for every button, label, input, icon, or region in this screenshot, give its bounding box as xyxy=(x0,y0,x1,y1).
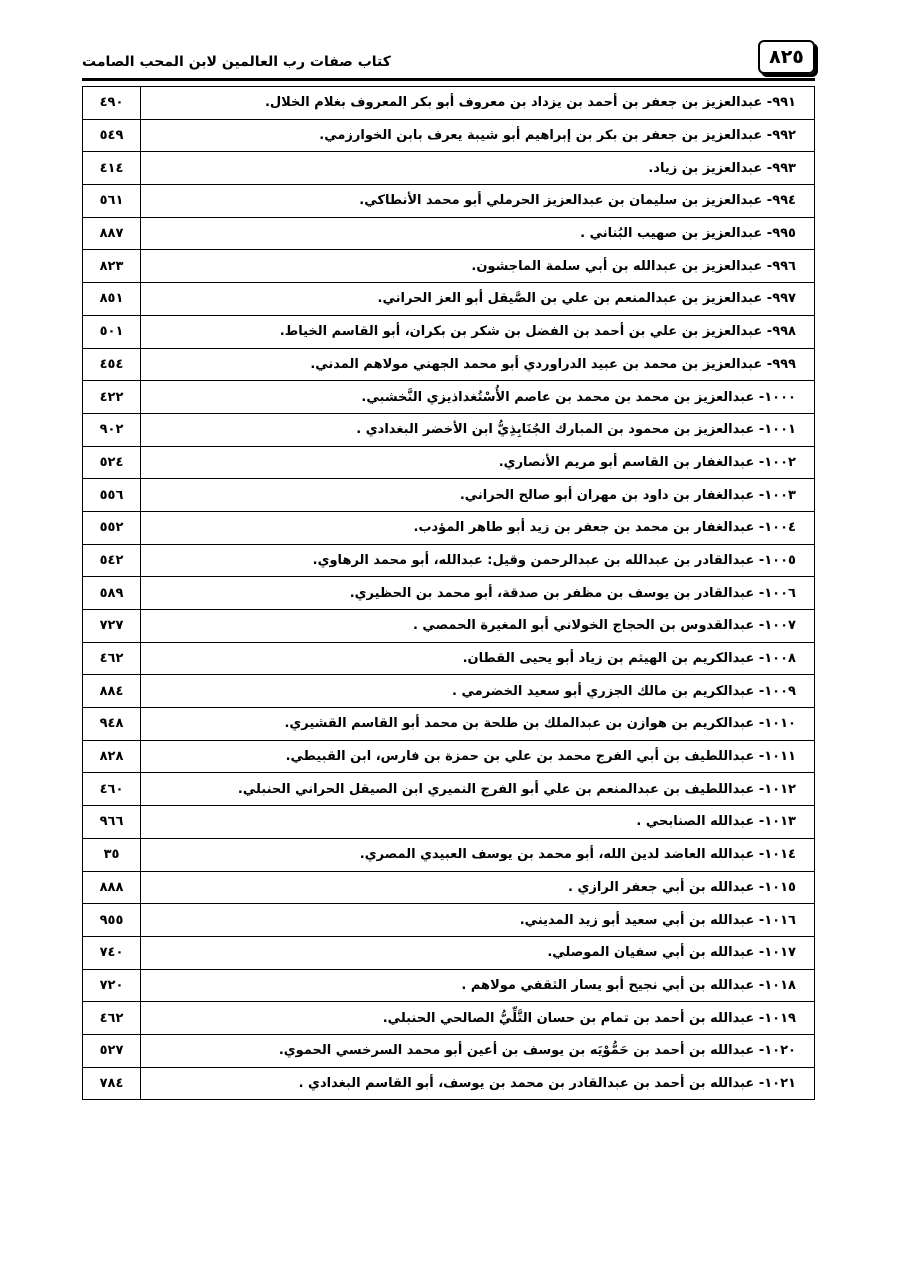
index-entry: ٩٩٣- عبدالعزيز بن زياد. xyxy=(141,152,815,185)
index-entry: ١٠٠١- عبدالعزيز بن محمود بن المبارك الجُنَابِذِيُّ ابن الأخضر البغدادي . xyxy=(141,413,815,446)
index-entry: ١٠١٤- عبدالله العاضد لدين الله، أبو محمد بن يوسف العبيدي المصري. xyxy=(141,838,815,871)
index-entry: ١٠٠٢- عبدالغفار بن القاسم أبو مريم الأنصاري. xyxy=(141,446,815,479)
table-row xyxy=(83,348,815,381)
index-entry: ١٠١٩- عبدالله بن أحمد بن تمام بن حسان التَّلِّيُّ الصالحي الحنبلي. xyxy=(141,1002,815,1035)
table-row xyxy=(83,904,815,937)
table-row xyxy=(83,577,815,610)
index-entry: ١٠١٣- عبدالله الصنابحي . xyxy=(141,806,815,839)
index-table xyxy=(82,86,815,1100)
index-entry: ٩٩١- عبدالعزيز بن جعفر بن أحمد بن يزداد بن معروف أبو بكر المعروف بغلام الخلال. xyxy=(141,87,815,120)
table-row xyxy=(83,773,815,806)
page-reference: ٤٥٤ xyxy=(83,348,141,381)
page-reference: ٧٨٤ xyxy=(83,1067,141,1100)
table-row xyxy=(83,871,815,904)
index-entry: ١٠١١- عبداللطيف بن أبي الفرج محمد بن علي بن حمزة بن فارس، ابن القبيطي. xyxy=(141,740,815,773)
table-row xyxy=(83,446,815,479)
page-reference: ٩٠٢ xyxy=(83,413,141,446)
index-entry: ٩٩٦- عبدالعزيز بن عبدالله بن أبي سلمة الماجشون. xyxy=(141,250,815,283)
index-entry: ١٠١٢- عبداللطيف بن عبدالمنعم بن علي أبو الفرج النميري ابن الصيقل الحراني الحنبلي. xyxy=(141,773,815,806)
table-row xyxy=(83,250,815,283)
index-entry: ١٠١٧- عبدالله بن أبي سفيان الموصلي. xyxy=(141,936,815,969)
index-entry: ١٠١٦- عبدالله بن أبي سعيد أبو زيد المديني. xyxy=(141,904,815,937)
table-row xyxy=(83,544,815,577)
page-reference: ٤٩٠ xyxy=(83,87,141,120)
index-entry: ١٠١٥- عبدالله بن أبي جعفر الرازي . xyxy=(141,871,815,904)
page-header xyxy=(82,40,815,80)
page-reference: ٧٤٠ xyxy=(83,936,141,969)
page-reference: ٤١٤ xyxy=(83,152,141,185)
index-entry: ١٠٠٣- عبدالغفار بن داود بن مهران أبو صالح الحراني. xyxy=(141,479,815,512)
index-entry: ٩٩٢- عبدالعزيز بن جعفر بن بكر بن إبراهيم أبو شيبة يعرف بابن الخوارزمي. xyxy=(141,119,815,152)
page-reference: ٥٤٩ xyxy=(83,119,141,152)
table-row xyxy=(83,381,815,414)
page-reference: ٤٦٠ xyxy=(83,773,141,806)
index-entry: ١٠٠٠- عبدالعزيز بن محمد بن محمد بن عاصم الأُسْتُغداذيزي النَّخشبي. xyxy=(141,381,815,414)
index-entry: ٩٩٧- عبدالعزيز بن عبدالمنعم بن علي بن الصَّيقل أبو العز الحراني. xyxy=(141,283,815,316)
page-reference: ٥٥٦ xyxy=(83,479,141,512)
index-table-body xyxy=(83,87,815,1100)
table-row xyxy=(83,675,815,708)
page-reference: ٤٦٢ xyxy=(83,642,141,675)
table-row xyxy=(83,119,815,152)
page-reference: ٥٠١ xyxy=(83,315,141,348)
page-reference: ٥٢٧ xyxy=(83,1034,141,1067)
table-row xyxy=(83,152,815,185)
page-reference: ٧٢٠ xyxy=(83,969,141,1002)
index-entry: ١٠٠٤- عبدالغفار بن محمد بن جعفر بن زيد أبو طاهر المؤدب. xyxy=(141,511,815,544)
table-row xyxy=(83,185,815,218)
page-reference: ٩٦٦ xyxy=(83,806,141,839)
table-row xyxy=(83,1067,815,1100)
index-entry: ١٠٢١- عبدالله بن أحمد بن عبدالقادر بن محمد بن يوسف، أبو القاسم البغدادي . xyxy=(141,1067,815,1100)
page-reference: ٨٢٨ xyxy=(83,740,141,773)
page-reference: ٧٢٧ xyxy=(83,610,141,643)
table-row xyxy=(83,806,815,839)
table-row xyxy=(83,315,815,348)
page-reference: ٨٢٣ xyxy=(83,250,141,283)
index-entry: ١٠٢٠- عبدالله بن أحمد بن حَمُّوْيَه بن يوسف بن أعين أبو محمد السرخسي الحموي. xyxy=(141,1034,815,1067)
page-reference: ٨٨٨ xyxy=(83,871,141,904)
index-entry: ١٠٠٦- عبدالقادر بن يوسف بن مظفر بن صدقة، أبو محمد بن الحظيري. xyxy=(141,577,815,610)
table-row xyxy=(83,413,815,446)
page-reference: ٥٦١ xyxy=(83,185,141,218)
index-entry: ١٠٠٩- عبدالكريم بن مالك الجزري أبو سعيد الخضرمي . xyxy=(141,675,815,708)
page-reference: ٥٢٤ xyxy=(83,446,141,479)
table-row xyxy=(83,642,815,675)
table-row xyxy=(83,936,815,969)
index-entry: ١٠١٨- عبدالله بن أبي نجيح أبو يسار الثقفي مولاهم . xyxy=(141,969,815,1002)
page-reference: ٩٥٥ xyxy=(83,904,141,937)
table-row xyxy=(83,838,815,871)
page-reference: ٨٥١ xyxy=(83,283,141,316)
page-reference: ٤٢٢ xyxy=(83,381,141,414)
table-row xyxy=(83,217,815,250)
index-entry: ٩٩٩- عبدالعزيز بن محمد بن عبيد الدراوردي أبو محمد الجهني مولاهم المدني. xyxy=(141,348,815,381)
page-reference: ٤٦٢ xyxy=(83,1002,141,1035)
page-reference: ٥٨٩ xyxy=(83,577,141,610)
index-entry: ١٠٠٥- عبدالقادر بن عبدالله بن عبدالرحمن وقيل: عبدالله، أبو محمد الرهاوي. xyxy=(141,544,815,577)
page-reference: ٩٤٨ xyxy=(83,708,141,741)
index-entry: ٩٩٨- عبدالعزيز بن علي بن أحمد بن الفضل بن شكر بن بكران، أبو القاسم الخياط. xyxy=(141,315,815,348)
table-row xyxy=(83,1034,815,1067)
table-row xyxy=(83,283,815,316)
page-reference: ٨٨٧ xyxy=(83,217,141,250)
table-row xyxy=(83,740,815,773)
header-rule xyxy=(82,78,815,81)
page-reference: ٥٤٢ xyxy=(83,544,141,577)
page-reference: ٥٥٢ xyxy=(83,511,141,544)
index-entry: ١٠٠٧- عبدالقدوس بن الحجاج الخولاني أبو المغيرة الحمصي . xyxy=(141,610,815,643)
index-entry: ١٠٠٨- عبدالكريم بن الهيثم بن زياد أبو يحيى القطان. xyxy=(141,642,815,675)
index-entry: ١٠١٠- عبدالكريم بن هوازن بن عبدالملك بن طلحة بن محمد أبو القاسم القشيري. xyxy=(141,708,815,741)
book-title: كتاب صفات رب العالمين لابن المحب الصامت xyxy=(82,54,391,70)
page-reference: ٣٥ xyxy=(83,838,141,871)
table-row xyxy=(83,479,815,512)
table-row xyxy=(83,610,815,643)
table-row xyxy=(83,87,815,120)
table-row xyxy=(83,708,815,741)
index-entry: ٩٩٤- عبدالعزيز بن سليمان بن عبدالعزيز الحرملي أبو محمد الأنطاكي. xyxy=(141,185,815,218)
table-row xyxy=(83,1002,815,1035)
table-row xyxy=(83,511,815,544)
page-number-box: ٨٢٥ xyxy=(758,40,815,74)
page-reference: ٨٨٤ xyxy=(83,675,141,708)
table-row xyxy=(83,969,815,1002)
index-entry: ٩٩٥- عبدالعزيز بن صهيب البُناني . xyxy=(141,217,815,250)
